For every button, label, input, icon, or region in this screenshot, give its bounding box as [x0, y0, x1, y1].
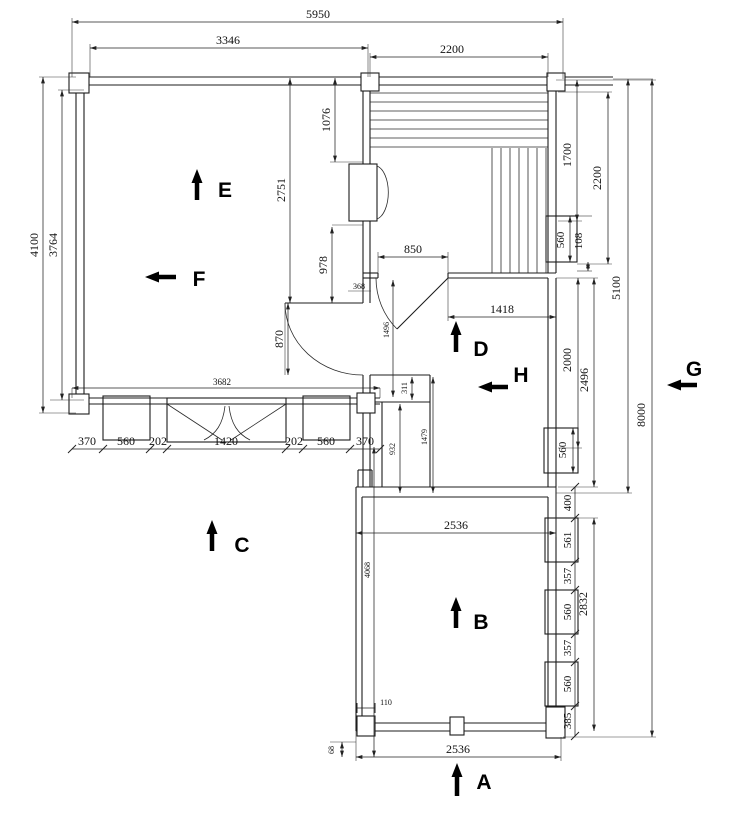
arrow-left-icon-g	[667, 380, 697, 391]
door-d-leaf	[397, 278, 448, 329]
dim-1496: 1496	[382, 322, 391, 338]
section-label-d: D	[473, 338, 489, 361]
dim-strip-5: 560	[562, 675, 574, 693]
section-label-a: A	[476, 771, 492, 794]
door-f-swing-arc	[285, 303, 363, 375]
post	[547, 73, 565, 91]
dim-311: 311	[400, 382, 409, 394]
dim-band-1: 560	[117, 434, 135, 448]
dim-deck-window: 560	[555, 231, 567, 249]
dim-1700: 1700	[560, 143, 574, 167]
dim-8000: 8000	[634, 403, 648, 427]
dim-strip-0: 400	[562, 494, 574, 512]
wall-niche	[349, 164, 377, 221]
dim-strip-total: 2832	[576, 592, 590, 616]
arrow-up-icon-e	[192, 169, 203, 200]
arrow-left-icon-h	[478, 382, 508, 393]
dim-overall-width: 5950	[306, 7, 330, 21]
dim-strip-2: 357	[562, 567, 574, 585]
niche-arc	[377, 166, 388, 219]
dim-1479: 1479	[420, 429, 429, 445]
walls	[72, 77, 613, 731]
dimension-texts	[27, 7, 648, 756]
dim-108: 108	[573, 232, 585, 250]
dim-68: 68	[327, 746, 336, 754]
window-boxes	[103, 216, 578, 706]
dim-1076: 1076	[319, 108, 333, 132]
section-label-c: C	[234, 534, 250, 557]
dim-368: 368	[353, 282, 365, 291]
arrow-up-icon-a	[452, 763, 463, 796]
dim-left-overall: 4100	[27, 233, 41, 257]
arrow-left-icon-f	[145, 272, 176, 283]
dim-4068: 4068	[363, 562, 372, 578]
dim-hall-window: 560	[557, 441, 569, 459]
dim-mid-2536: 2536	[444, 518, 468, 532]
dim-band-4: 202	[285, 434, 303, 448]
arrow-up-icon-b	[451, 597, 462, 628]
section-markers	[145, 169, 702, 796]
dim-870: 870	[272, 330, 286, 348]
dim-strip-3: 560	[562, 603, 574, 621]
dim-band-5: 560	[317, 434, 335, 448]
dim-110: 110	[380, 698, 392, 707]
dim-978: 978	[316, 256, 330, 274]
arrow-up-icon-c	[207, 520, 218, 551]
dim-band-total: 3682	[213, 377, 231, 387]
section-label-b: B	[473, 611, 489, 634]
dimension-lines	[43, 22, 652, 757]
door-d-swing-arc	[376, 278, 397, 329]
deck-planks	[370, 93, 548, 147]
dim-932: 932	[388, 443, 397, 455]
dim-band-6: 370	[356, 434, 374, 448]
arrow-up-icon-d	[451, 321, 462, 352]
dim-5100: 5100	[609, 276, 623, 300]
dim-2000: 2000	[560, 348, 574, 372]
dim-room-width: 3346	[216, 33, 240, 47]
dim-deck-width: 2200	[440, 42, 464, 56]
dim-band-3: 1420	[214, 434, 238, 448]
dim-right-2200: 2200	[590, 166, 604, 190]
dim-strip-4: 357	[562, 639, 574, 657]
section-label-g: G	[685, 358, 703, 381]
section-label-f: F	[192, 268, 206, 291]
post	[357, 716, 375, 736]
dim-2496: 2496	[577, 368, 591, 392]
dim-strip-1: 561	[562, 531, 574, 549]
dim-1418: 1418	[490, 302, 514, 316]
dim-left-inner: 3764	[46, 233, 60, 257]
dim-door-width: 850	[404, 242, 422, 256]
dim-2751: 2751	[274, 178, 288, 202]
post	[357, 393, 375, 413]
dim-bottom-2536: 2536	[446, 742, 470, 756]
post	[450, 717, 464, 735]
stair-treads	[492, 148, 546, 273]
section-label-h: H	[513, 364, 529, 387]
section-label-e: E	[217, 179, 233, 202]
dim-band-0: 370	[78, 434, 96, 448]
dim-band-2: 202	[149, 434, 167, 448]
dim-strip-6: 385	[562, 712, 574, 730]
